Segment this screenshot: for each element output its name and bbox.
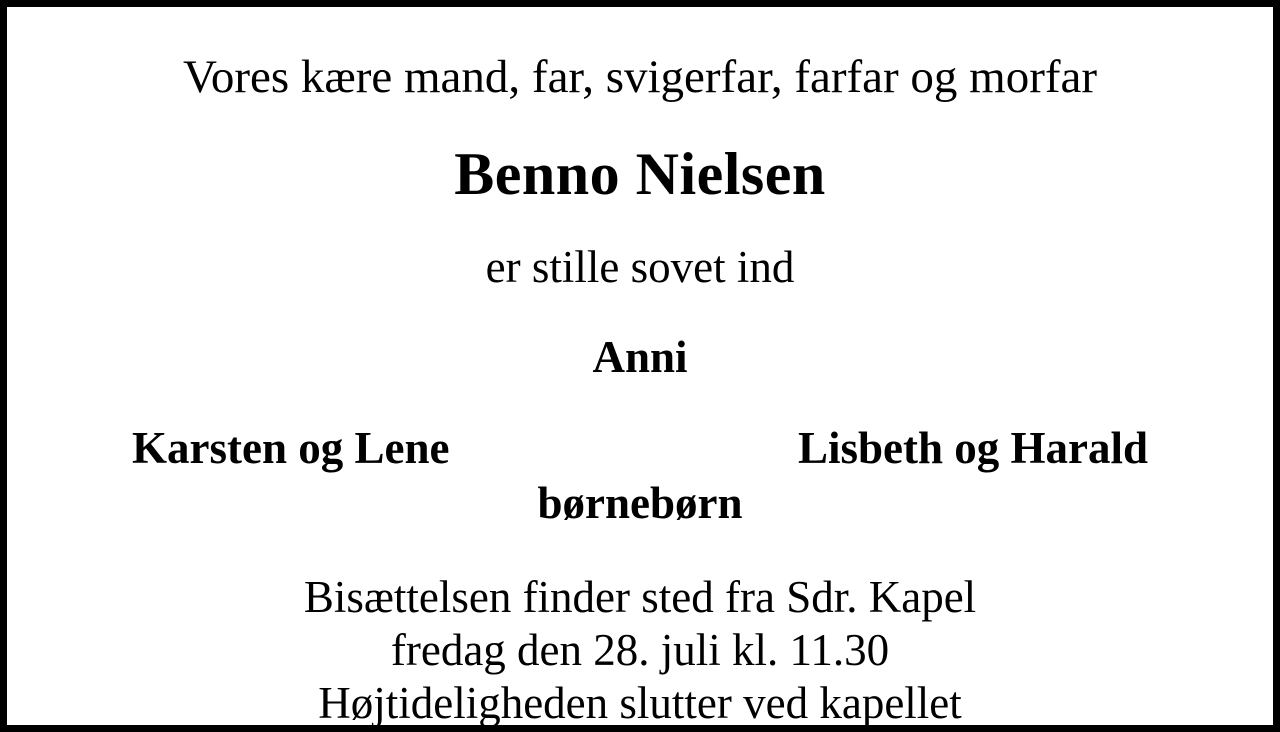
funeral-detail-line-2: fredag den 28. juli kl. 11.30 <box>390 625 890 676</box>
survivor-grandchildren: børnebørn <box>537 477 743 528</box>
survivor-children-right: Lisbeth og Harald <box>797 422 1148 473</box>
passing-statement: er stille sovet ind <box>485 242 795 293</box>
funeral-details <box>304 571 976 729</box>
survivor-spouse-name: Anni <box>592 332 688 383</box>
survivors-children-row <box>67 422 1213 474</box>
deceased-name: Benno Nielsen <box>454 140 826 207</box>
survivor-children-left: Karsten og Lene <box>132 422 450 473</box>
funeral-detail-line-3: Højtideligheden slutter ved kapellet <box>318 677 962 728</box>
funeral-detail-line-1: Bisættelsen finder sted fra Sdr. Kapel <box>303 572 977 623</box>
relationship-intro-text: Vores kære mand, far, svigerfar, farfar og morfar <box>182 51 1098 103</box>
